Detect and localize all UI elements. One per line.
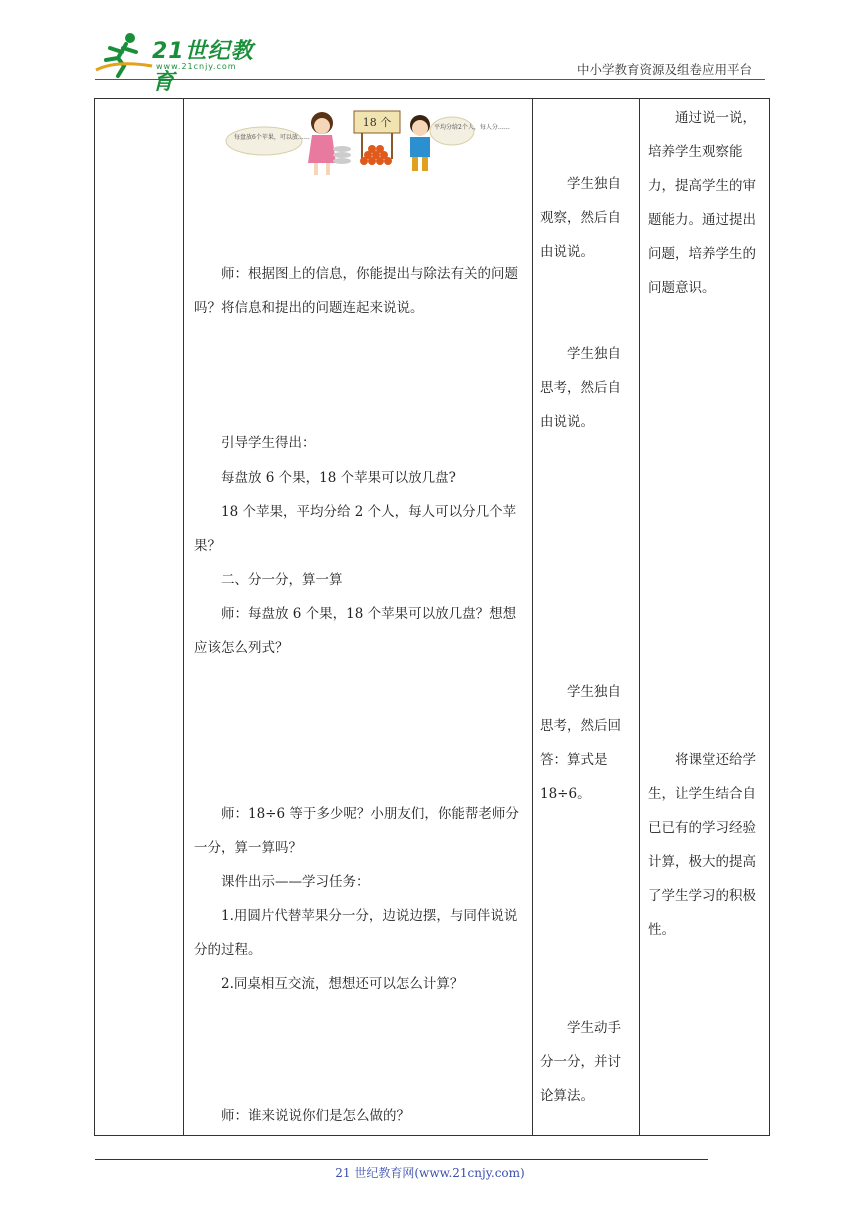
footer-divider bbox=[95, 1159, 708, 1160]
apples-illustration bbox=[224, 105, 510, 183]
design-intent-2: 将课堂还给学生，让学生结合自已已有的学习经验计算，极大的提高了学生学习的积极性。 bbox=[648, 752, 756, 938]
teacher-prompt-3: 师：18÷6 等于多少呢？小朋友们，你能帮老师分一分，算一算吗？ bbox=[194, 806, 519, 856]
student-activity-column bbox=[533, 99, 640, 1136]
site-logo bbox=[96, 30, 266, 95]
lesson-table bbox=[94, 98, 770, 1136]
footer-text: 21 世纪教育网(www.21cnjy.com) bbox=[335, 1166, 525, 1180]
courseware-task-title: 课件出示——学习任务： bbox=[221, 874, 370, 890]
question-1: 每盘放 6 个果，18 个苹果可以放几盘? bbox=[221, 470, 456, 486]
student-activity-1: 学生独自观察，然后自由说说。 bbox=[540, 176, 621, 260]
left-bubble-text: 每盘放6个苹果，可以放…… bbox=[234, 134, 310, 141]
header-divider bbox=[95, 79, 765, 80]
teacher-prompt-1: 师：根据图上的信息，你能提出与除法有关的问题吗？将信息和提出的问题连起来说说。 bbox=[194, 266, 518, 316]
task-2: 2.同桌相互交流，想想还可以怎么计算？ bbox=[221, 976, 464, 992]
question-2: 18 个苹果，平均分给 2 个人，每人可以分几个苹果？ bbox=[194, 504, 517, 554]
sign-text: 18 个 bbox=[362, 116, 392, 129]
right-bubble-text: 平均分给2个人，每人分…… bbox=[434, 124, 510, 131]
page-header bbox=[0, 0, 860, 95]
design-intent-column bbox=[640, 99, 770, 1136]
logo-text: 21世纪教育 bbox=[152, 39, 254, 95]
student-activity-2: 学生独自思考，然后自由说说。 bbox=[540, 346, 621, 430]
teaching-process-column bbox=[184, 99, 533, 1136]
guide-text: 引导学生得出： bbox=[221, 435, 316, 451]
runner-logo-icon bbox=[96, 30, 154, 78]
task-1: 1.用圆片代替苹果分一分，边说边摆，与同伴说说分的过程。 bbox=[194, 908, 518, 958]
teacher-prompt-4: 师：谁来说说你们是怎么做的？ bbox=[221, 1108, 410, 1124]
teacher-prompt-2: 师：每盘放 6 个果，18 个苹果可以放几盘？想想应该怎么列式？ bbox=[194, 606, 517, 656]
student-activity-4: 学生动手分一分，并讨论算法。 bbox=[540, 1020, 621, 1104]
platform-name: 中小学教育资源及组卷应用平台 bbox=[576, 62, 752, 77]
column-blank bbox=[95, 99, 184, 1136]
design-intent-1: 通过说一说，培养学生观察能力，提高学生的审题能力。通过提出问题，培养学生的问题意识。 bbox=[648, 110, 756, 296]
logo-url: www.21cnjy.com bbox=[156, 62, 237, 71]
student-activity-3: 学生独自思考，然后回答：算式是 18÷6。 bbox=[540, 684, 621, 802]
section-heading-2: 二、分一分，算一算 bbox=[221, 572, 343, 588]
